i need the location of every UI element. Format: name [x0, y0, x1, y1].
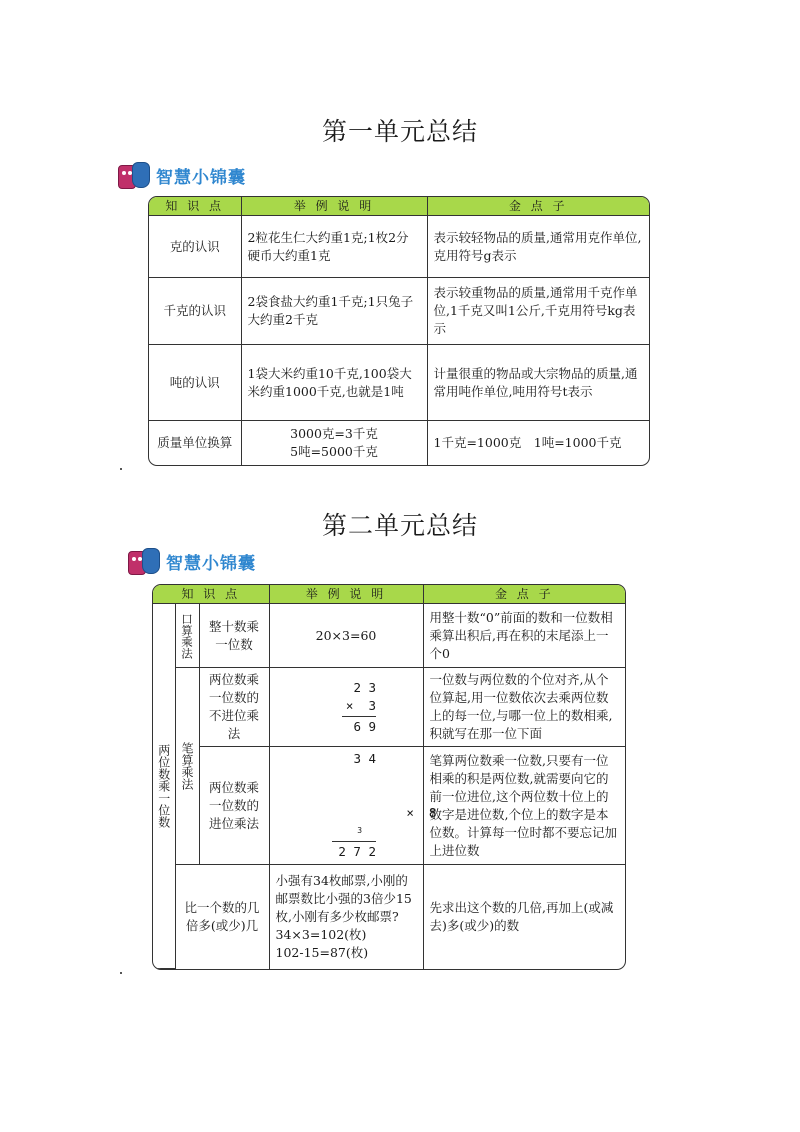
example-cell: 2袋食盐大约重1千克;1只兔子大约重2千克 [241, 278, 427, 344]
point-cell: 两位数乘一位数的不进位乘法 [199, 668, 269, 747]
unit2-table [152, 584, 626, 970]
tip-cell: 表示较轻物品的质量,通常用克作单位,克用符号g表示 [427, 216, 649, 278]
mascot-icon [128, 546, 162, 576]
point-cell: 吨的认识 [149, 344, 241, 420]
point-cell: 比一个数的几倍多(或少)几 [175, 865, 269, 969]
tip-cell: 计量很重的物品或大宗物品的质量,通常用吨作单位,吨用符号t表示 [427, 344, 649, 420]
group-label: 两位数乘一位数 [153, 604, 175, 969]
header-example: 举 例 说 明 [241, 197, 427, 216]
scan-mark [120, 468, 122, 470]
unit2-title: 第二单元总结 [321, 511, 478, 540]
header-point: 知 识 点 [153, 585, 269, 604]
table-row [153, 865, 625, 969]
calc-top: 3 4 [353, 751, 377, 766]
unit1-table [148, 196, 650, 466]
table-row [149, 278, 649, 344]
banner-label: 智慧小锦囊 [156, 167, 246, 188]
unit2-banner [128, 546, 256, 576]
solution-step: 102-15=87(枚) [275, 944, 369, 960]
table-row [153, 668, 625, 747]
point-cell: 整十数乘一位数 [199, 604, 269, 668]
point-cell: 两位数乘一位数的进位乘法 [199, 747, 269, 865]
table-row [149, 344, 649, 420]
word-problem: 小强有34枚邮票,小刚的邮票数比小强的3倍少15枚,小刚有多少枚邮票? [275, 872, 412, 924]
header-tip: 金 点 子 [423, 585, 625, 604]
tip-cell: 用整十数“0”前面的数和一位数相乘算出积后,再在积的末尾添上一个0 [423, 604, 625, 668]
example-cell [269, 865, 423, 969]
tip-cell: 1千克=1000克 1吨=1000千克 [427, 421, 649, 465]
table-row [153, 747, 625, 865]
calc-multiplier: × 3 [345, 697, 377, 713]
table-row [149, 421, 649, 465]
example-cell: 2粒花生仁大约重1克;1枚2分硬币大约重1克 [241, 216, 427, 278]
header-point: 知 识 点 [149, 197, 241, 216]
header-example: 举 例 说 明 [269, 585, 423, 604]
table-row [153, 604, 625, 668]
vertical-calc [269, 747, 437, 865]
calc-result: 2 7 2 [338, 844, 377, 859]
unit1-banner [118, 160, 246, 190]
point-cell: 千克的认识 [149, 278, 241, 344]
category-label: 口算乘法 [175, 604, 199, 668]
solution-step: 34×3=102(枚) [275, 926, 367, 942]
scan-mark [120, 972, 122, 974]
conversion-line: 3000克=3千克 [290, 426, 378, 442]
tip-cell: 笔算两位数乘一位数,只要有一位相乘的积是两位数,就需要向它的前一位进位,这个两位数十位上的数字是进位数,个位上的数字是本位数。计算每一位时都不要忘记加上进位数 [423, 747, 625, 865]
calc-multiplier: × 8 [406, 805, 437, 820]
mascot-icon [118, 160, 152, 190]
table-row [149, 216, 649, 278]
category-label: 笔算乘法 [175, 668, 199, 865]
vertical-calc [269, 668, 423, 747]
carry-digit: 3 [357, 826, 363, 835]
calc-result: 6 9 [353, 718, 377, 734]
example-cell [241, 421, 427, 465]
example-cell: 1袋大米约重10千克,100袋大米约重1000千克,也就是1吨 [241, 344, 427, 420]
point-cell: 克的认识 [149, 216, 241, 278]
tip-cell: 先求出这个数的几倍,再加上(或减去)多(或少)的数 [423, 865, 625, 969]
banner-label: 智慧小锦囊 [166, 553, 256, 574]
tip-cell: 一位数与两位数的个位对齐,从个位算起,用一位数依次去乘两位数上的每一位,与哪一位上的数相乘,积就写在那一位下面 [423, 668, 625, 747]
unit1-title: 第一单元总结 [321, 117, 478, 146]
point-cell: 质量单位换算 [149, 421, 241, 465]
header-tip: 金 点 子 [427, 197, 649, 216]
example-cell: 20×3=60 [269, 604, 423, 668]
calc-top: 2 3 [353, 679, 377, 695]
conversion-line: 5吨=5000千克 [290, 444, 378, 460]
tip-cell: 表示较重物品的质量,通常用千克作单位,1千克又叫1公斤,千克用符号kg表示 [427, 278, 649, 344]
